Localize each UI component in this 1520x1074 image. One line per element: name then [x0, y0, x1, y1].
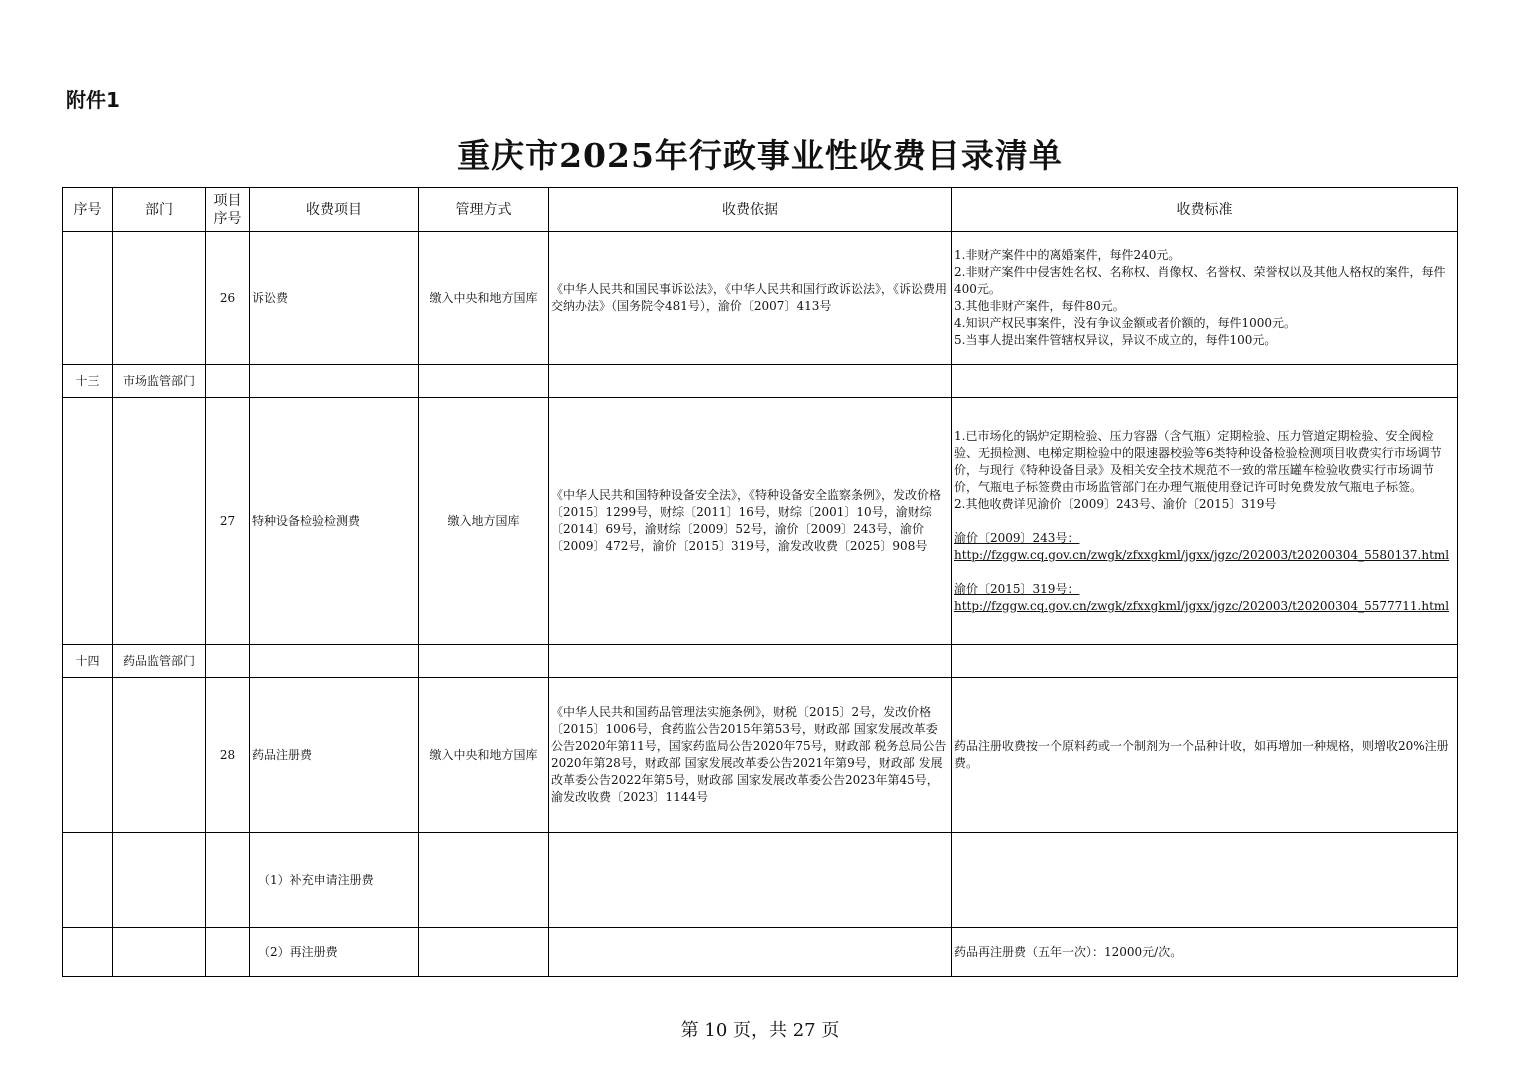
header-dept: 部门	[113, 188, 206, 232]
item-cell: 药品注册费	[250, 678, 419, 833]
table-row	[63, 678, 1458, 833]
header-basis: 收费依据	[549, 188, 952, 232]
header-seq: 序号	[63, 188, 113, 232]
item-cell: （1）补充申请注册费	[250, 833, 419, 928]
standard-paragraph: 2.其他收费详见渝价〔2009〕243号、渝价〔2015〕319号	[954, 496, 1277, 511]
item-cell: 诉讼费	[250, 232, 419, 365]
item-cell: （2）再注册费	[250, 928, 419, 977]
item-seq-cell: 27	[206, 398, 250, 645]
reference-label: 渝价〔2009〕243号：	[954, 530, 1080, 545]
reference-link[interactable]: http://fzggw.cq.gov.cn/zwgk/zfxxgkml/jgxx/jgzc/202003/t20200304_5577711.html	[954, 598, 1450, 613]
standard-paragraph: 1.已市场化的锅炉定期检验、压力容器（含气瓶）定期检验、压力管道定期检验、安全阀检验、无损检测、电梯定期检验中的限速器校验等6类特种设备检验检测项目收费实行市场调节价，与现行《特种设备目录》及相关安全技术规范不一致的常压罐车检验收费实行市场调节价，气瓶电子标签费由市场监管部门在办理气瓶使用登记许可时免费发放气瓶电子标签。	[954, 428, 1442, 494]
header-item-seq: 项目序号	[206, 188, 250, 232]
section-row	[63, 645, 1458, 678]
standard-cell	[952, 398, 1458, 645]
item-cell: 特种设备检验检测费	[250, 398, 419, 645]
table-row	[63, 398, 1458, 645]
header-item: 收费项目	[250, 188, 419, 232]
standard-cell	[952, 232, 1458, 365]
item-seq-cell: 28	[206, 678, 250, 833]
standard-cell: 药品注册收费按一个原料药或一个制剂为一个品种计收，如再增加一种规格，则增收20%注册费。	[952, 678, 1458, 833]
reference-label: 渝价〔2015〕319号：	[954, 581, 1080, 596]
reference-link[interactable]: http://fzggw.cq.gov.cn/zwgk/zfxxgkml/jgxx/jgzc/202003/t20200304_5580137.html	[954, 547, 1450, 562]
standard-line: 1.非财产案件中的离婚案件，每件240元。	[954, 248, 1181, 262]
standard-line: 3.其他非财产案件，每件80元。	[954, 299, 1125, 313]
header-row	[63, 188, 1458, 232]
section-seq: 十三	[63, 365, 113, 398]
table-row	[63, 833, 1458, 928]
standard-line: 4.知识产权民事案件，没有争议金额或者价额的，每件1000元。	[954, 316, 1296, 330]
standard-cell: 药品再注册费（五年一次）：12000元/次。	[952, 928, 1458, 977]
item-seq-cell: 26	[206, 232, 250, 365]
table-row	[63, 232, 1458, 365]
page-title: 重庆市2025年行政事业性收费目录清单	[457, 136, 1063, 175]
section-seq: 十四	[63, 645, 113, 678]
section-dept: 药品监管部门	[113, 645, 206, 678]
header-mgmt: 管理方式	[419, 188, 549, 232]
standard-line: 5.当事人提出案件管辖权异议，异议不成立的，每件100元。	[954, 333, 1277, 347]
mgmt-cell: 缴入中央和地方国库	[419, 232, 549, 365]
mgmt-cell: 缴入中央和地方国库	[419, 678, 549, 833]
table-row	[63, 928, 1458, 977]
basis-cell: 《中华人民共和国药品管理法实施条例》，财税〔2015〕2号，发改价格〔2015〕1006号，食药监公告2015年第53号，财政部 国家发展改革委公告2020年第11号，国家药监局公告2020年75号，财政部 税务总局公告2020年第28号，财政部 国家发展改革委公告2021年第9号，财政部 发展改革委公告2022年第5号，财政部 国家发展改革委公告2023年第45号，渝发改收费〔2023〕1144号	[549, 678, 952, 833]
mgmt-cell: 缴入地方国库	[419, 398, 549, 645]
basis-cell: 《中华人民共和国民事诉讼法》，《中华人民共和国行政诉讼法》，《诉讼费用交纳办法》（国务院令481号），渝价〔2007〕413号	[549, 232, 952, 365]
attachment-label: 附件1	[66, 88, 120, 112]
basis-cell: 《中华人民共和国特种设备安全法》，《特种设备安全监察条例》，发改价格〔2015〕1299号，财综〔2011〕16号，财综〔2001〕10号，渝财综〔2014〕69号，渝财综〔2009〕52号，渝价〔2009〕243号，渝价〔2009〕472号，渝价〔2015〕319号，渝发改收费〔2025〕908号	[549, 398, 952, 645]
fee-catalog-table	[62, 187, 1458, 977]
page-footer: 第 10 页，共 27 页	[680, 1020, 840, 1041]
standard-line: 2.非财产案件中侵害姓名权、名称权、肖像权、名誉权、荣誉权以及其他人格权的案件，每件400元。	[954, 265, 1446, 296]
header-standard: 收费标准	[952, 188, 1458, 232]
section-row	[63, 365, 1458, 398]
section-dept: 市场监管部门	[113, 365, 206, 398]
